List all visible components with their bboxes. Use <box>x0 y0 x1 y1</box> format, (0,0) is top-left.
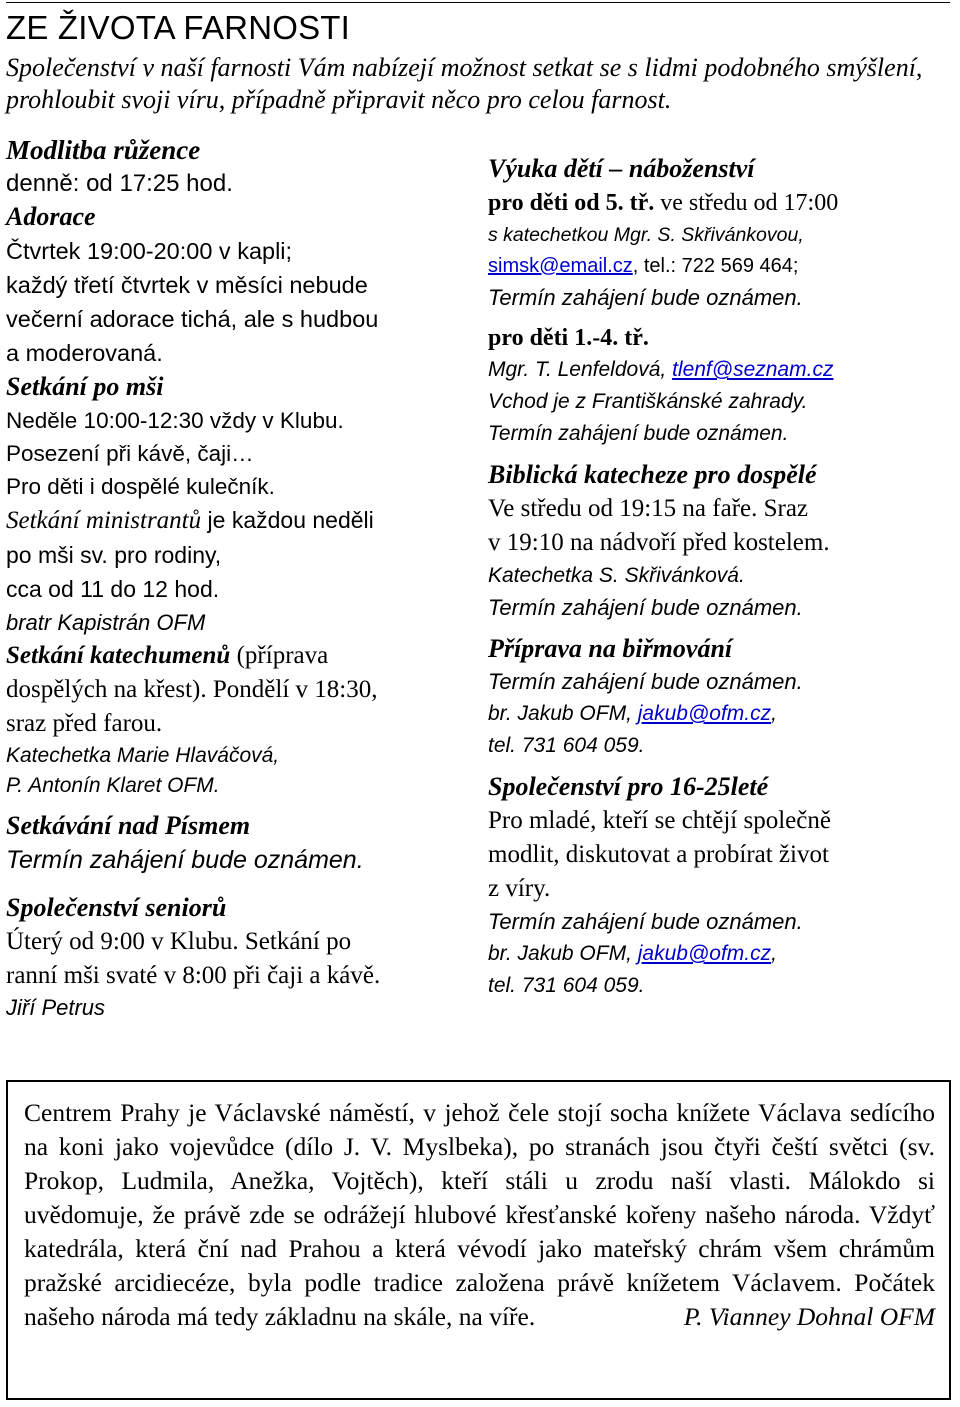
children-ed-g2-grade: pro děti 1.-4. tř. <box>488 325 649 351</box>
youth-line-2: modlit, diskutovat a probírat život <box>488 841 829 868</box>
intro-text: Společenství v naší farnosti Vám nabízejí možnost setkat se s lidmi podobného smýšlení, prohloubit svoji víru, případně připravit něco pro celou farnost. <box>6 53 923 114</box>
reflection-text: Centrem Prahy je Václavské náměstí, v jehož čele stojí socha knížete Václava sedícího na koni jako vojevůdce (dílo J. V. Myslbeka), po stranách jsou čtyři čeští světci (sv. Prokop, Ludmila, Anežka, Vojtěch), kteří stáli u zrodu naší vlasti. Málokdo si uvědomuje, že právě zde se odrážejí hlubové křesťanské kořeny našeho národa. Vždyť katedrála, která ční nad Prahou a která vévodí jako mateřský chrám všem chrámům pražské arcidiecéze, byla podle tradice založena právě knížetem Václavem. Počátek našeho národa má tedy základnu na skále, na víře. <box>24 1098 935 1331</box>
seniors-line-3: Jiří Petrus <box>6 995 106 1020</box>
scripture-line-1: Termín zahájení bude oznámen. <box>6 846 364 874</box>
bible-catechesis-title: Biblická katecheze pro dospělé <box>488 460 817 489</box>
youth-line-4: Termín zahájení bude oznámen. <box>488 909 803 934</box>
altar-servers-line-2: po mši sv. pro rodiny, <box>6 542 222 568</box>
children-ed-g2-line-2 <box>488 354 948 386</box>
confirmation-line-2 <box>488 698 948 730</box>
left-column <box>6 134 476 1023</box>
adoration-title: Adorace <box>6 202 96 231</box>
seniors-title: Společenství seniorů <box>6 893 227 922</box>
altar-servers-line-4: bratr Kapistrán OFM <box>6 610 206 635</box>
bible-catechesis-line-3: Katechetka S. Skřivánková. <box>488 564 745 587</box>
after-mass-title: Setkání po mši <box>6 372 164 401</box>
catechumens-title: Setkání katechumenů <box>6 642 231 669</box>
children-ed-g1-line-4: Termín zahájení bude oznámen. <box>488 285 803 310</box>
children-ed-g1-line-2: s katechetkou Mgr. S. Skřivánkovou, <box>488 224 804 246</box>
youth-email-link[interactable]: jakub@ofm.cz <box>637 942 772 965</box>
youth-line-5 <box>488 938 948 970</box>
bible-catechesis-line-2: v 19:10 na nádvoří před kostelem. <box>488 529 830 556</box>
altar-servers-line-1 <box>6 503 476 538</box>
confirmation-comma: , <box>771 702 777 725</box>
reflection-box <box>6 1080 951 1400</box>
children-ed-title: Výuka dětí – náboženství <box>488 154 755 183</box>
rosary-title: Modlitba růžence <box>6 135 201 165</box>
children-ed-g2-email-link[interactable]: tlenf@seznam.cz <box>672 358 834 381</box>
top-rule <box>6 2 950 3</box>
reflection-author: P. Vianney Dohnal OFM <box>683 1302 935 1331</box>
children-ed-g2-teacher: Mgr. T. Lenfeldová, <box>488 358 673 381</box>
seniors-line-2: ranní mši svaté v 8:00 při čaji a kávě. <box>6 962 381 989</box>
bible-catechesis-line-1: Ve středu od 19:15 na faře. Sraz <box>488 495 809 522</box>
children-ed-g2-line-4: Termín zahájení bude oznámen. <box>488 422 789 445</box>
altar-servers-title: Setkání ministrantů <box>6 507 202 534</box>
youth-title: Společenství pro 16-25leté <box>488 772 769 801</box>
catechumens-line-1 <box>6 639 476 673</box>
rosary-time: denně: od 17:25 hod. <box>6 170 233 197</box>
youth-line-1: Pro mladé, kteří se chtějí společně <box>488 807 831 834</box>
adoration-line-3: večerní adorace tichá, ale s hudbou <box>6 306 379 332</box>
bible-catechesis-line-4: Termín zahájení bude oznámen. <box>488 595 803 620</box>
youth-contact: br. Jakub OFM, <box>488 942 638 965</box>
confirmation-email-link[interactable]: jakub@ofm.cz <box>637 702 772 725</box>
adoration-line-2: každý třetí čtvrtek v měsíci nebude <box>6 272 368 298</box>
children-ed-g2-line-3: Vchod je z Františkánské zahrady. <box>488 390 808 413</box>
confirmation-title: Příprava na biřmování <box>488 634 733 663</box>
page-title: ZE ŽIVOTA FARNOSTI <box>6 9 351 46</box>
catechumens-line-4: Katechetka Marie Hlaváčová, <box>6 744 280 767</box>
youth-line-3: z víry. <box>488 875 551 902</box>
children-ed-g1-grade: pro děti od 5. tř. <box>488 190 655 216</box>
catechumens-rest: (příprava <box>230 642 329 669</box>
confirmation-line-1: Termín zahájení bude oznámen. <box>488 669 803 694</box>
children-ed-g1-tel: , tel.: 722 569 464; <box>632 255 799 277</box>
confirmation-tel: tel. 731 604 059. <box>488 734 645 757</box>
adoration-line-4: a moderovaná. <box>6 340 163 366</box>
altar-servers-rest: je každou neděli <box>201 507 374 533</box>
after-mass-line-1: Neděle 10:00-12:30 vždy v Klubu. <box>6 408 344 433</box>
right-column <box>488 152 948 1002</box>
children-ed-g1-line-3 <box>488 250 948 282</box>
seniors-line-1: Úterý od 9:00 v Klubu. Setkání po <box>6 928 352 955</box>
catechumens-line-3: sraz před farou. <box>6 710 163 737</box>
children-ed-g1-line-1 <box>488 186 948 220</box>
catechumens-line-2: dospělých na křest). Pondělí v 18:30, <box>6 676 378 703</box>
after-mass-line-2: Posezení při kávě, čaji… <box>6 441 254 466</box>
youth-tel: tel. 731 604 059. <box>488 974 645 997</box>
confirmation-contact: br. Jakub OFM, <box>488 702 638 725</box>
adoration-line-1: Čtvrtek 19:00-20:00 v kapli; <box>6 238 293 264</box>
catechumens-line-5: P. Antonín Klaret OFM. <box>6 774 220 797</box>
altar-servers-line-3: cca od 11 do 12 hod. <box>6 576 220 602</box>
after-mass-line-3: Pro děti i dospělé kulečník. <box>6 474 275 499</box>
children-ed-g1-email-link[interactable]: simsk@email.cz <box>488 255 633 277</box>
youth-comma: , <box>771 942 777 965</box>
scripture-title: Setkávání nad Písmem <box>6 811 251 840</box>
children-ed-g1-time: ve středu od 17:00 <box>654 190 839 216</box>
